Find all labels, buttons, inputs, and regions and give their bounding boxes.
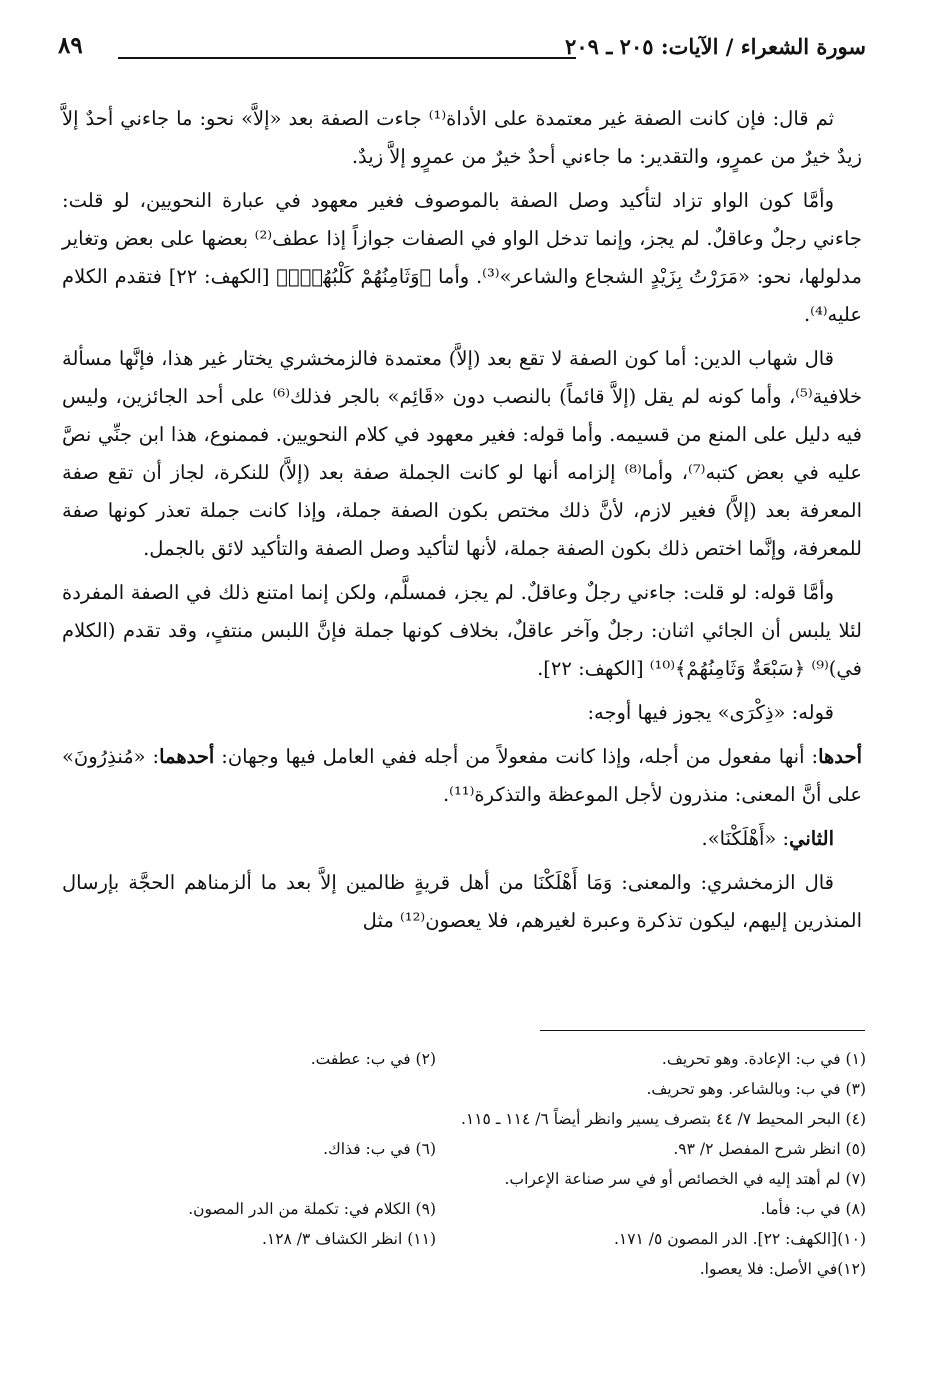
header-rule: [118, 57, 576, 59]
header-title: سورة الشعراء / الآيات: ٢٠٥ ـ ٢٠٩: [565, 34, 866, 59]
footnote: (٣) في ب: وبالشاعر. وهو تحريف.: [646, 1080, 866, 1098]
bold-mid: أحدهما: [159, 745, 215, 768]
paragraph-text: ثم قال: فإن كانت الصفة غير معتمدة على الأداة⁽¹⁾ جاءت الصفة بعد «إلاَّ» نحو: ما جاءني أحدٌ إلاَّ زيدٌ خيرٌ من عمرٍو، والتقدير: ما جاءني أحدٌ خيرٌ من عمرٍو إلاَّ زيدٌ.: [62, 107, 862, 168]
paragraph: [62, 864, 862, 940]
paragraph-text: وأمَّا كون الواو تزاد لتأكيد وصل الصفة بالموصوف فغير معهود في عبارة النحويين، لو قلت: جاءني رجلٌ وعاقلٌ. لم يجز، وإنما تدخل الواو في الصفات جوازاً إذا عطف⁽²⁾ بعضها على بعض وتغاير مدلولها، نحو: «مَرَرْتُ بِزَيْدٍ الشجاع والشاعر»⁽³⁾. وأما ﴿وَثَامِنُهُمْ كَلْبُهُمْۚ﴾ [الكهف: ٢٢] فتقدم الكلام عليه⁽⁴⁾.: [62, 189, 862, 326]
paragraph-text: قال الزمخشري: والمعنى: وَمَا أَهْلَكْنَا من أهل قريةٍ ظالمين إلاَّ بعد ما ألزمناهم الحجَّة بإرسال المنذرين إليهم، ليكون تذكرة وعبرة لغيرهم، فلا يعصون⁽¹²⁾ مثل: [62, 871, 862, 932]
paragraph-text: وأمَّا قوله: لو قلت: جاءني رجلٌ وعاقلٌ. لم يجز، فمسلَّم، ولكن إنما امتنع ذلك في الصفة المفردة لئلا يلبس أن الجائي اثنان: رجلٌ وآخر عاقلٌ، بخلاف كونها جملة فإنَّ اللبس منتفٍ، وقد تقدم (الكلام في)⁽⁹⁾ ﴿سَبْعَةٌ وَثَامِنُهُمْ﴾⁽¹⁰⁾ [الكهف: ٢٢].: [62, 581, 862, 680]
paragraph-text: قوله: «ذِكْرَى» يجوز فيها أوجه:: [587, 701, 834, 724]
footnote-row: [62, 1194, 866, 1224]
footnote: (٧) لم أهتد إليه في الخصائص أو في سر صناعة الإعراب.: [504, 1170, 866, 1188]
paragraph-text: : أنها مفعول من أجله، وإذا كانت مفعولاً من أجله ففي العامل فيها وجهان:: [214, 745, 819, 768]
footnote-row: [62, 1134, 866, 1164]
footnote: (١٠)[الكهف: ٢٢]. الدر المصون ٥/ ١٧١.: [613, 1230, 866, 1248]
main-text: [62, 100, 862, 946]
running-header: [58, 30, 866, 70]
paragraph: [62, 574, 862, 688]
footnote-row: [62, 1164, 866, 1194]
footnote: (٥) انظر شرح المفصل ٢/ ٩٣.: [673, 1140, 866, 1158]
paragraph-text: قال شهاب الدين: أما كون الصفة لا تقع بعد (إلاَّ) معتمدة فالزمخشري يختار غير هذا، فإنَّها مسألة خلافية⁽⁵⁾، وأما كونه لم يقل (إلاَّ قائماً) بالنصب دون «قَائِم» بالجر فذلك⁽⁶⁾ على أحد الجائزين، وليس فيه دليل على المنع من قسيمه. وأما قوله: فغير معهود في كلام النحويين. فممنوع، هذا ابن جنِّي نصَّ عليه في بعض كتبه⁽⁷⁾، وأما⁽⁸⁾ إلزامه أنها لو كانت الجملة صفة بعد (إلاَّ) للنكرة، لجاز أن تقع صفة المعرفة بعد (إلاَّ) فغير لازم، لأنَّ ذلك مختص بكون الصفة جملة، وإذا كانت جملة تعذر كونها صفة للمعرفة، وإنَّما اختص ذلك بكون الصفة جملة، لأنها لتأكيد وصل الصفة والتأكيد لائق بالجمل.: [62, 347, 863, 560]
paragraph: [62, 738, 862, 814]
footnote: (٦) في ب: فذاك.: [323, 1140, 436, 1158]
footnote: (٨) في ب: فأما.: [760, 1200, 866, 1218]
paragraph: [62, 340, 862, 568]
footnote-row: [62, 1254, 866, 1284]
footnote-row: [62, 1224, 866, 1254]
footnote: (٩) الكلام في: تكملة من الدر المصون.: [188, 1200, 436, 1218]
bold-lead: أحدها: [818, 745, 862, 768]
footnotes: [62, 1044, 866, 1284]
footnote-row: [62, 1044, 866, 1074]
paragraph: [62, 182, 862, 334]
footnote-row: [62, 1104, 866, 1134]
bold-lead: الثاني: [789, 827, 834, 850]
page-number: ٨٩: [58, 32, 83, 59]
paragraph: [62, 694, 862, 732]
paragraph-text: : «أَهْلَكْنَا».: [701, 827, 790, 850]
footnote: (٤) البحر المحيط ٧/ ٤٤ بتصرف يسير وانظر أيضاً ٦/ ١١٤ ـ ١١٥.: [460, 1110, 866, 1128]
paragraph: [62, 820, 862, 858]
footnote-row: [62, 1074, 866, 1104]
footnote: (١١) انظر الكشاف ٣/ ١٢٨.: [261, 1230, 436, 1248]
footnote: (١٢)في الأصل: فلا يعصوا.: [699, 1260, 866, 1278]
footnote: (٢) في ب: عطفت.: [310, 1050, 436, 1068]
footnote-rule: [540, 1030, 865, 1031]
paragraph-text-2: : «مُنذِرُونَ» على أنَّ المعنى: منذرون لأجل الموعظة والتذكرة⁽¹¹⁾.: [62, 745, 862, 806]
footnote: (١) في ب: الإعادة. وهو تحريف.: [661, 1050, 866, 1068]
paragraph: [62, 100, 862, 176]
